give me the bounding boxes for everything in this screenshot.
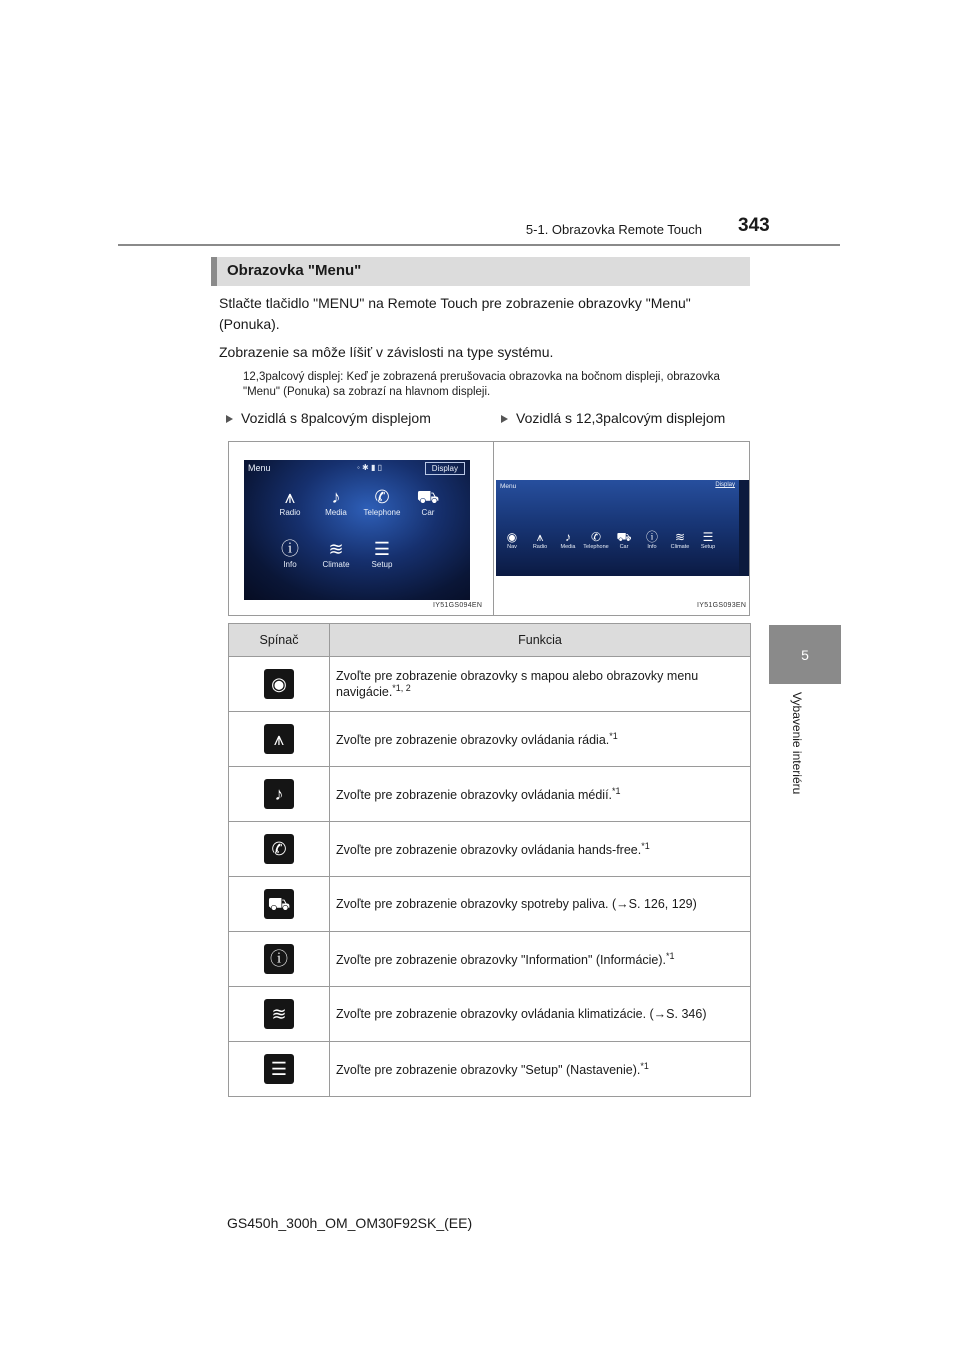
screen8-telephone[interactable]: ✆ Telephone — [358, 486, 406, 517]
subhead-8-inch — [226, 410, 431, 426]
switch-cell — [229, 932, 330, 987]
screen12-radio[interactable]: ⩚ Radio — [527, 530, 553, 550]
table-row — [229, 657, 751, 712]
music-note-icon: ♪ — [565, 530, 571, 544]
screen12-telephone[interactable]: ✆ Telephone — [583, 530, 609, 550]
phone-icon: ✆ — [264, 834, 294, 864]
function-cell: Zvoľte pre zobrazenie obrazovky "Setup" (Nastavenie).$^{*1}$ — [330, 1042, 751, 1097]
screen12-car[interactable]: ⛟ Car — [611, 530, 637, 550]
screen-12-inch — [496, 480, 749, 576]
screen12-setup[interactable]: ☰ Setup — [695, 530, 721, 550]
function-cell: Zvoľte pre zobrazenie obrazovky ovládania klimatizácie. (→S. 346) — [330, 987, 751, 1042]
info-icon: ⓘ — [645, 530, 658, 544]
screen12-display-button[interactable]: Display — [715, 482, 735, 488]
screen8-radio[interactable]: ⩚ Radio — [266, 486, 314, 517]
navigation-icon: ◉ — [506, 530, 518, 544]
screen12-nav[interactable]: ◉ Nav — [499, 530, 525, 550]
function-table — [228, 623, 751, 1097]
note-12-inch: 12,3palcový displej: Keď je zobrazená prerušovacia obrazovka na bočnom displeji, obrazovka "Menu" (Ponuka) sa zobrazí na hlavnom displeji. — [243, 371, 720, 398]
function-cell: Zvoľte pre zobrazenie obrazovky ovládania rádia.$^{*1}$ — [330, 712, 751, 767]
screenshot-panel — [228, 441, 750, 616]
table-header-row — [229, 624, 751, 657]
radio-tower-icon: ⩚ — [284, 487, 296, 507]
chapter-number: 5 — [801, 646, 809, 663]
phone-icon: ✆ — [374, 487, 390, 507]
switch-cell — [229, 767, 330, 822]
table-row — [229, 932, 751, 987]
paragraph-display-note: Zobrazenie sa môže líšiť v závislosti na type systému. — [219, 344, 554, 360]
page-number: 343 — [738, 215, 770, 236]
screen12-climate[interactable]: ≋ Climate — [667, 530, 693, 550]
car-icon: ⛟ — [616, 530, 632, 544]
screen8-caption: IY51GS094EN — [433, 602, 483, 609]
triangle-bullet-icon — [226, 415, 233, 423]
screen8-setup[interactable]: ☰ Setup — [358, 538, 406, 569]
radio-tower-icon: ⩚ — [536, 530, 544, 544]
setup-icon: ☰ — [264, 1054, 294, 1084]
function-cell: Zvoľte pre zobrazenie obrazovky s mapou alebo obrazovky menu navigácie.$^{*1, 2}$ — [330, 657, 751, 712]
table-row — [229, 712, 751, 767]
subhead-12-inch-text: Vozidlá s 12,3palcovým displejom — [516, 410, 726, 426]
switch-cell — [229, 1042, 330, 1097]
column-header-switch: Spínač — [229, 624, 330, 657]
table-row — [229, 987, 751, 1042]
paragraph-menu-button: Stlačte tlačidlo "MENU" na Remote Touch pre zobrazenie obrazovky "Menu" (Ponuka). — [219, 295, 691, 332]
function-cell: Zvoľte pre zobrazenie obrazovky spotreby paliva. (→S. 126, 129) — [330, 877, 751, 932]
screen8-car[interactable]: ⛟ Car — [404, 486, 452, 517]
screen12-info[interactable]: ⓘ Info — [639, 530, 665, 550]
music-note-icon: ♪ — [331, 487, 341, 507]
screen12-caption: IY51GS093EN — [697, 602, 747, 609]
section-title: Obrazovka "Menu" — [227, 262, 362, 279]
table-row — [229, 822, 751, 877]
column-header-function: Funkcia — [330, 624, 751, 657]
section-header: 5-1. Obrazovka Remote Touch — [525, 222, 702, 237]
climate-icon: ≋ — [328, 539, 344, 559]
screen8-display-button[interactable]: Display — [425, 462, 465, 475]
status-icons: ◦ ✱ ▮ ▯ — [356, 463, 382, 472]
screen8-title: Menu — [248, 463, 271, 473]
screen-8-inch — [244, 460, 470, 600]
car-icon: ⛟ — [264, 889, 294, 919]
screen8-info[interactable]: ⓘ Info — [266, 538, 314, 569]
screen12-media[interactable]: ♪ Media — [555, 530, 581, 550]
car-icon: ⛟ — [416, 487, 440, 507]
table-row — [229, 877, 751, 932]
screen8-climate[interactable]: ≋ Climate — [312, 538, 360, 569]
subhead-8-inch-text: Vozidlá s 8palcovým displejom — [241, 410, 431, 426]
phone-icon: ✆ — [590, 530, 602, 544]
subhead-12-inch — [501, 410, 725, 426]
switch-cell — [229, 657, 330, 712]
climate-icon: ≋ — [674, 530, 686, 544]
document-code: GS450h_300h_OM_OM30F92SK_(EE) — [227, 1215, 473, 1231]
section-heading — [211, 257, 750, 286]
function-cell: Zvoľte pre zobrazenie obrazovky ovládania médií.$^{*1}$ — [330, 767, 751, 822]
radio-tower-icon: ⩚ — [264, 724, 294, 754]
switch-cell — [229, 877, 330, 932]
header-rule — [118, 244, 840, 246]
climate-icon: ≋ — [264, 999, 294, 1029]
switch-cell — [229, 712, 330, 767]
navigation-icon: ◉ — [264, 669, 294, 699]
screen12-title: Menu — [500, 483, 517, 490]
setup-icon: ☰ — [373, 539, 391, 559]
screen12-side-bar — [739, 480, 749, 576]
screen8-media[interactable]: ♪ Media — [312, 486, 360, 517]
function-cell: Zvoľte pre zobrazenie obrazovky "Information" (Informácie).$^{*1}$ — [330, 932, 751, 987]
setup-icon: ☰ — [702, 530, 714, 544]
table-row — [229, 767, 751, 822]
info-icon: ⓘ — [264, 944, 294, 974]
switch-cell — [229, 987, 330, 1042]
function-cell: Zvoľte pre zobrazenie obrazovky ovládania hands-free.$^{*1}$ — [330, 822, 751, 877]
triangle-bullet-icon — [501, 415, 508, 423]
info-icon: ⓘ — [281, 539, 299, 559]
table-row — [229, 1042, 751, 1097]
screenshot-divider — [493, 442, 494, 615]
music-note-icon: ♪ — [264, 779, 294, 809]
chapter-label: Vybavenie interiéru — [790, 692, 804, 795]
chapter-tab — [769, 625, 841, 684]
switch-cell — [229, 822, 330, 877]
